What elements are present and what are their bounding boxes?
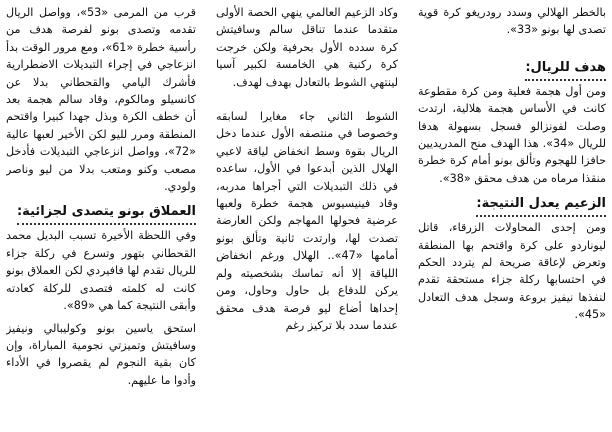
column-left: [6, 4, 196, 428]
right-intro-paragraph: بالخطر الهلالي وسدد رودريغو كرة قوية تصدى لها بونو «33».: [418, 6, 606, 37]
middle-paragraph-first-half: وكاد الزعيم العالمي ينهي الحصة الأولى متقدما عندما تناقل سالم وسافيتش كرة سدده الأول بحرفية ولكن خرجت كرة ركنية هي الخامسة لكبير آسيا لينتهي الشوط بالتعادل بهدف لهدف.: [216, 6, 398, 89]
section-text-real-goal: ومن أول هجمة فعلية ومن كرة مقطوعة كانت في الأساس هجمة هلالية، ارتدت وصلت لفونزالو فسجل بسهولة هدفا للريال «34». هذا الهدف منح المدريديين حافزا للهجوم وتألق بونو أمام كرة خطرة منقذا مرماه من هدف محقق «38».: [418, 84, 606, 185]
left-paragraph-continuation: قرب من المرمى «53»، وواصل الريال تقدمه وتصدى بونو لفرصة هدف من رأسية خطرة «61»، ومع مرور الوقت بدأ انزعاجي في إجراء التبديلات الاضطرارية فأشرك اليامي والقحطاني بدلا عن كانسيلو ومالكوم، وقاد سالم هجمة بعد أن خطف الكرة وبذل جهدا كبيرا واقتحم المنطقة ومرر لليو لكن الأخير لعبها عالية «72»، وواصل انزعاجي التبديلات فأدخل مصعب وكنو ومتعب بدلا من ليو وناصر ولودي.: [6, 6, 196, 194]
left-closing-paragraph: استحق ياسين بونو وكوليبالي ونيفيز وسافيتش وتميزتي نجومية المباراة، وإن كان بقية النجوم لم يقصروا في الأداء وأدوا ما عليهم.: [6, 321, 196, 387]
section-heading-real-goal: هدف للريال:: [525, 58, 606, 81]
middle-paragraph-second-half: الشوط الثاني جاء مغايرا لسابقه وخصوصا في منتصفه الأول عندما دخل الريال بقوة وسط انخفاض لياقة لاعبي الهلال الذين أبدعوا في الأول، ساعده في ذلك التبديلات التي أجراها مدربه، وقاد فينيسيوس هجمة خطرة ولعبها عرضية فحولها المهاجم ولكن العارضة تصدت لها، وارتدت ثانية وتألق بونو أمامها «47».. الهلال ورغم انخفاض اللياقة إلا أنه تماسك بشخصيته ولم يركن للدفاع بل حاول وحاول، ومن إحداها أضاع ليو فرصة هدف محقق عندما سدد بلا تركيز رغم: [216, 110, 398, 332]
section-heading-bono-penalty: العملاق بونو يتصدى لجزائية:: [17, 202, 196, 225]
section-text-equalizer: ومن إحدى المحاولات الزرقاء، قاتل ليوناردو على كرة واقتحم بها المنطقة وتعرض لإعاقة صريحة لم يتردد الحكم في احتسابها ركلة جزاء مستحقة تقدم لنفذها نيفيز بروعة وسجل هدف التعادل «45».: [418, 221, 606, 322]
column-middle: [216, 4, 398, 428]
section-text-bono-penalty: وفي اللحظة الأخيرة تسبب البديل محمد القحطاني بتهور وتسرع في ركلة جزاء للريال تقدم لها فافيردي لكن العملاق بونو كانت له كلمته فتصدى للركلة كعادته وأبقى النتيجة كما هي «89».: [6, 229, 196, 313]
column-right: [418, 4, 606, 428]
section-heading-equalizer: الزعيم يعدل النتيجة:: [476, 194, 606, 217]
